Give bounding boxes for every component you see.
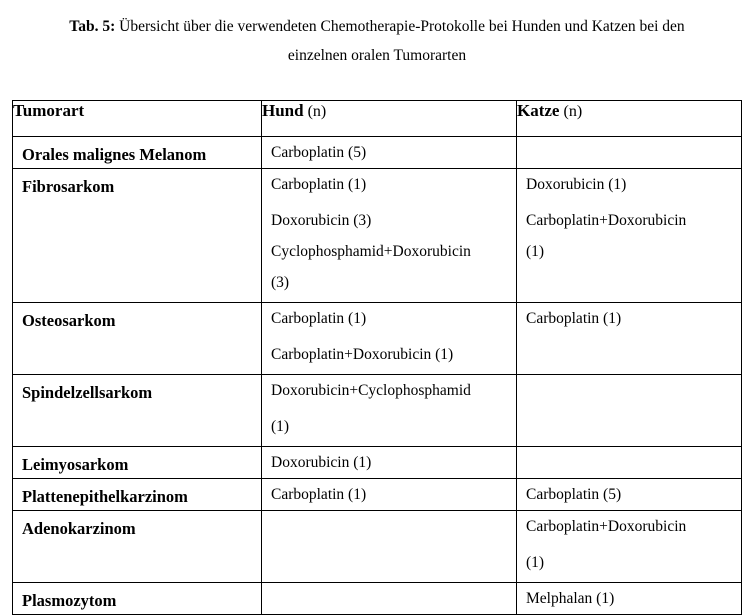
cell-katze <box>517 447 742 479</box>
cell-katze <box>517 137 742 169</box>
cell-hund <box>262 375 517 447</box>
cell-hund <box>262 447 517 479</box>
drug-protocol: (1) <box>526 554 545 571</box>
cell-katze <box>517 583 742 615</box>
header-bold: Katze <box>517 101 560 120</box>
chemotherapy-table <box>12 100 742 615</box>
cell-katze <box>517 375 742 447</box>
cell-tumorart: Plasmozytom <box>13 583 262 615</box>
table-row <box>13 511 742 583</box>
drug-protocol: (3) <box>271 274 290 291</box>
cell-hund <box>262 169 517 303</box>
drug-protocol: Carboplatin (1) <box>271 486 367 503</box>
drug-protocol: (1) <box>271 418 290 435</box>
cell-hund <box>262 511 517 583</box>
cell-tumorart: Fibrosarkom <box>13 169 262 303</box>
cell-hund <box>262 479 517 511</box>
header-hund <box>262 101 517 137</box>
table-row <box>13 137 742 169</box>
header-tumorart <box>13 101 262 137</box>
cell-hund <box>262 303 517 375</box>
header-bold: Tumorart <box>13 101 85 120</box>
table-row <box>13 303 742 375</box>
table-row <box>13 375 742 447</box>
drug-protocol: Carboplatin+Doxorubicin <box>526 518 687 535</box>
table-caption <box>0 12 754 70</box>
drug-protocol: Doxorubicin (1) <box>526 176 627 193</box>
caption-text-1: Übersicht über die verwendeten Chemotherapie-Protokolle bei Hunden und Katzen bei den <box>115 18 685 35</box>
drug-protocol: Doxorubicin (3) <box>271 212 372 229</box>
drug-protocol: Carboplatin+Doxorubicin <box>526 212 687 229</box>
drug-protocol: Melphalan (1) <box>526 590 615 607</box>
cell-tumorart: Adenokarzinom <box>13 511 262 583</box>
drug-protocol: Doxorubicin+Cyclophosphamid <box>271 382 471 399</box>
drug-protocol: Carboplatin (1) <box>526 310 622 327</box>
drug-protocol: Carboplatin+Doxorubicin (1) <box>271 346 454 363</box>
drug-protocol: Carboplatin (1) <box>271 176 367 193</box>
header-normal: (n) <box>303 103 327 120</box>
table-row <box>13 169 742 303</box>
cell-katze <box>517 479 742 511</box>
drug-protocol: Cyclophosphamid+Doxorubicin <box>271 243 471 260</box>
cell-tumorart: Osteosarkom <box>13 303 262 375</box>
drug-protocol: Carboplatin (5) <box>526 486 622 503</box>
cell-hund <box>262 137 517 169</box>
header-normal: (n) <box>559 103 583 120</box>
cell-katze <box>517 511 742 583</box>
caption-line-1 <box>0 12 754 41</box>
header-bold: Hund <box>262 101 304 120</box>
drug-protocol: (1) <box>526 243 545 260</box>
drug-protocol: Carboplatin (1) <box>271 310 367 327</box>
table-header-row <box>13 101 742 137</box>
table-body <box>13 137 742 615</box>
header-katze <box>517 101 742 137</box>
cell-tumorart: Leimyosarkom <box>13 447 262 479</box>
cell-hund <box>262 583 517 615</box>
cell-tumorart: Plattenepithelkarzinom <box>13 479 262 511</box>
caption-line-2: einzelnen oralen Tumorarten <box>287 47 467 64</box>
drug-protocol: Doxorubicin (1) <box>271 454 372 471</box>
caption-label: Tab. 5: <box>69 18 116 35</box>
table-row <box>13 583 742 615</box>
cell-katze <box>517 303 742 375</box>
table-row <box>13 479 742 511</box>
cell-tumorart: Orales malignes Melanom <box>13 137 262 169</box>
cell-katze <box>517 169 742 303</box>
table-row <box>13 447 742 479</box>
cell-tumorart: Spindelzellsarkom <box>13 375 262 447</box>
drug-protocol: Carboplatin (5) <box>271 144 367 161</box>
